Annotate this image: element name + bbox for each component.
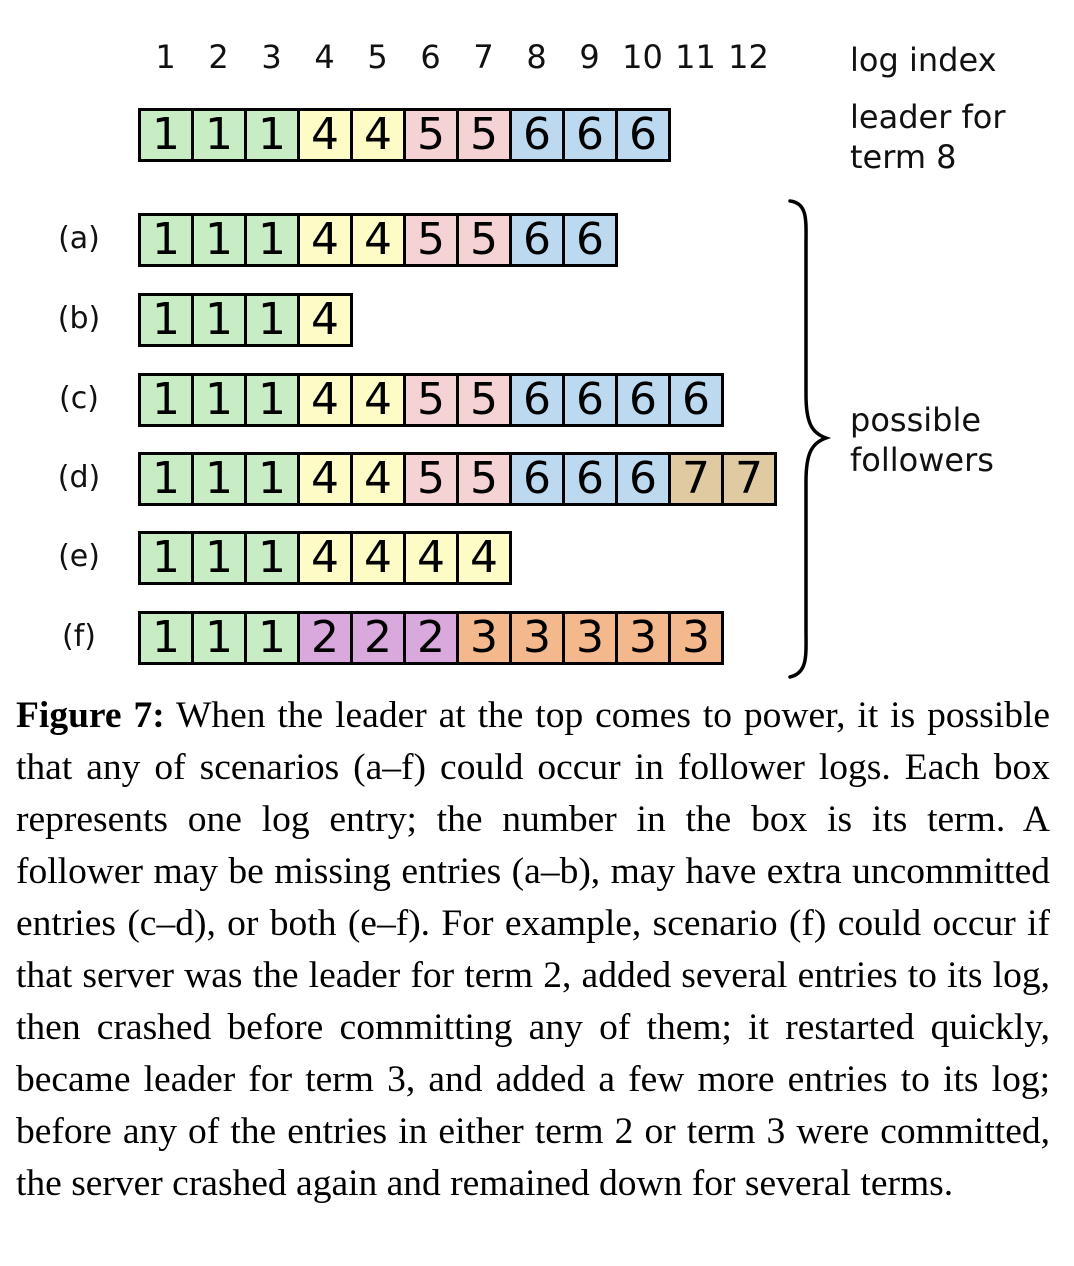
log-index-11: 11 xyxy=(675,38,716,76)
follower-f-entry-6: 2 xyxy=(403,611,459,665)
follower-a-entry-2: 1 xyxy=(191,213,247,267)
follower-f-entry-8: 3 xyxy=(509,611,565,665)
followers-brace xyxy=(780,195,840,685)
follower-c-entry-4: 4 xyxy=(297,373,353,427)
follower-label: (a) xyxy=(58,221,100,256)
follower-d-entry-11: 7 xyxy=(668,452,724,506)
leader-entry-10: 6 xyxy=(615,108,671,162)
leader-label-line2: term 8 xyxy=(850,138,957,176)
follower-label: (c) xyxy=(59,381,99,416)
follower-d-entry-10: 6 xyxy=(615,452,671,506)
leader-label xyxy=(850,97,1006,177)
leader-entry-5: 4 xyxy=(350,108,406,162)
follower-c-entry-7: 5 xyxy=(456,373,512,427)
follower-d-entry-2: 1 xyxy=(191,452,247,506)
leader-entry-7: 5 xyxy=(456,108,512,162)
follower-c-entry-8: 6 xyxy=(509,373,565,427)
caption-text: When the leader at the top comes to power, it is possible that any of scenarios (a–f) could occur in follower logs. Each box represents one log entry; the number in the box is its term. A follower may be missing entries (a–b), may have extra uncommitted entries (c–d), or both (e–f). For example, scenario (f) could occur if that server was the leader for term 2, added several entries to its log, then crashed before committing any of them; it restarted quickly, became leader for term 3, and added a few more entries to its log; before any of the entries in either term 2 or term 3 were committed, the server crashed again and remained down for several terms. xyxy=(16,695,1051,1204)
follower-f-entry-9: 3 xyxy=(562,611,618,665)
follower-b-entry-3: 1 xyxy=(244,293,300,347)
follower-b-entry-1: 1 xyxy=(138,293,194,347)
follower-f-entry-3: 1 xyxy=(244,611,300,665)
follower-d-entry-7: 5 xyxy=(456,452,512,506)
log-index-5: 5 xyxy=(367,38,388,76)
log-index-10: 10 xyxy=(622,38,663,76)
follower-d-entry-8: 6 xyxy=(509,452,565,506)
follower-d-entry-12: 7 xyxy=(721,452,777,506)
follower-a-entry-9: 6 xyxy=(562,213,618,267)
log-index-6: 6 xyxy=(420,38,441,76)
follower-label: (d) xyxy=(57,460,101,495)
log-index-12: 12 xyxy=(728,38,769,76)
log-index-3: 3 xyxy=(261,38,282,76)
follower-a-entry-5: 4 xyxy=(350,213,406,267)
follower-f-entry-5: 2 xyxy=(350,611,406,665)
follower-c-entry-3: 1 xyxy=(244,373,300,427)
follower-label: (b) xyxy=(57,301,101,336)
log-index-8: 8 xyxy=(526,38,547,76)
followers-label-line1: possible xyxy=(850,401,982,439)
follower-c-entry-2: 1 xyxy=(191,373,247,427)
follower-f-entry-2: 1 xyxy=(191,611,247,665)
follower-e-entry-7: 4 xyxy=(456,531,512,585)
follower-f-entry-7: 3 xyxy=(456,611,512,665)
follower-label: (f) xyxy=(62,619,96,654)
log-index-2: 2 xyxy=(208,38,229,76)
leader-entry-9: 6 xyxy=(562,108,618,162)
follower-e-entry-3: 1 xyxy=(244,531,300,585)
follower-label: (e) xyxy=(58,539,100,574)
follower-d-entry-1: 1 xyxy=(138,452,194,506)
follower-c-entry-11: 6 xyxy=(668,373,724,427)
log-index-9: 9 xyxy=(579,38,600,76)
caption-figure-number: Figure 7: xyxy=(16,695,165,736)
follower-f-entry-4: 2 xyxy=(297,611,353,665)
follower-a-entry-4: 4 xyxy=(297,213,353,267)
log-index-label: log index xyxy=(850,41,997,79)
follower-d-entry-4: 4 xyxy=(297,452,353,506)
follower-d-entry-5: 4 xyxy=(350,452,406,506)
follower-e-entry-5: 4 xyxy=(350,531,406,585)
follower-f-entry-11: 3 xyxy=(668,611,724,665)
follower-b-entry-4: 4 xyxy=(297,293,353,347)
log-index-7: 7 xyxy=(473,38,494,76)
followers-label xyxy=(850,400,994,480)
follower-c-entry-6: 5 xyxy=(403,373,459,427)
follower-c-entry-1: 1 xyxy=(138,373,194,427)
figure-caption xyxy=(16,690,1050,1210)
follower-d-entry-3: 1 xyxy=(244,452,300,506)
follower-e-entry-2: 1 xyxy=(191,531,247,585)
follower-a-entry-8: 6 xyxy=(509,213,565,267)
followers-label-line2: followers xyxy=(850,441,994,479)
follower-d-entry-9: 6 xyxy=(562,452,618,506)
follower-a-entry-1: 1 xyxy=(138,213,194,267)
leader-label-line1: leader for xyxy=(850,98,1006,136)
leader-entry-2: 1 xyxy=(191,108,247,162)
follower-a-entry-7: 5 xyxy=(456,213,512,267)
follower-e-entry-1: 1 xyxy=(138,531,194,585)
follower-f-entry-10: 3 xyxy=(615,611,671,665)
log-index-1: 1 xyxy=(155,38,176,76)
leader-entry-6: 5 xyxy=(403,108,459,162)
follower-a-entry-6: 5 xyxy=(403,213,459,267)
follower-e-entry-4: 4 xyxy=(297,531,353,585)
leader-entry-8: 6 xyxy=(509,108,565,162)
leader-entry-1: 1 xyxy=(138,108,194,162)
follower-c-entry-9: 6 xyxy=(562,373,618,427)
follower-c-entry-5: 4 xyxy=(350,373,406,427)
log-index-4: 4 xyxy=(314,38,335,76)
leader-entry-3: 1 xyxy=(244,108,300,162)
follower-d-entry-6: 5 xyxy=(403,452,459,506)
follower-a-entry-3: 1 xyxy=(244,213,300,267)
follower-f-entry-1: 1 xyxy=(138,611,194,665)
follower-b-entry-2: 1 xyxy=(191,293,247,347)
leader-entry-4: 4 xyxy=(297,108,353,162)
follower-e-entry-6: 4 xyxy=(403,531,459,585)
follower-c-entry-10: 6 xyxy=(615,373,671,427)
